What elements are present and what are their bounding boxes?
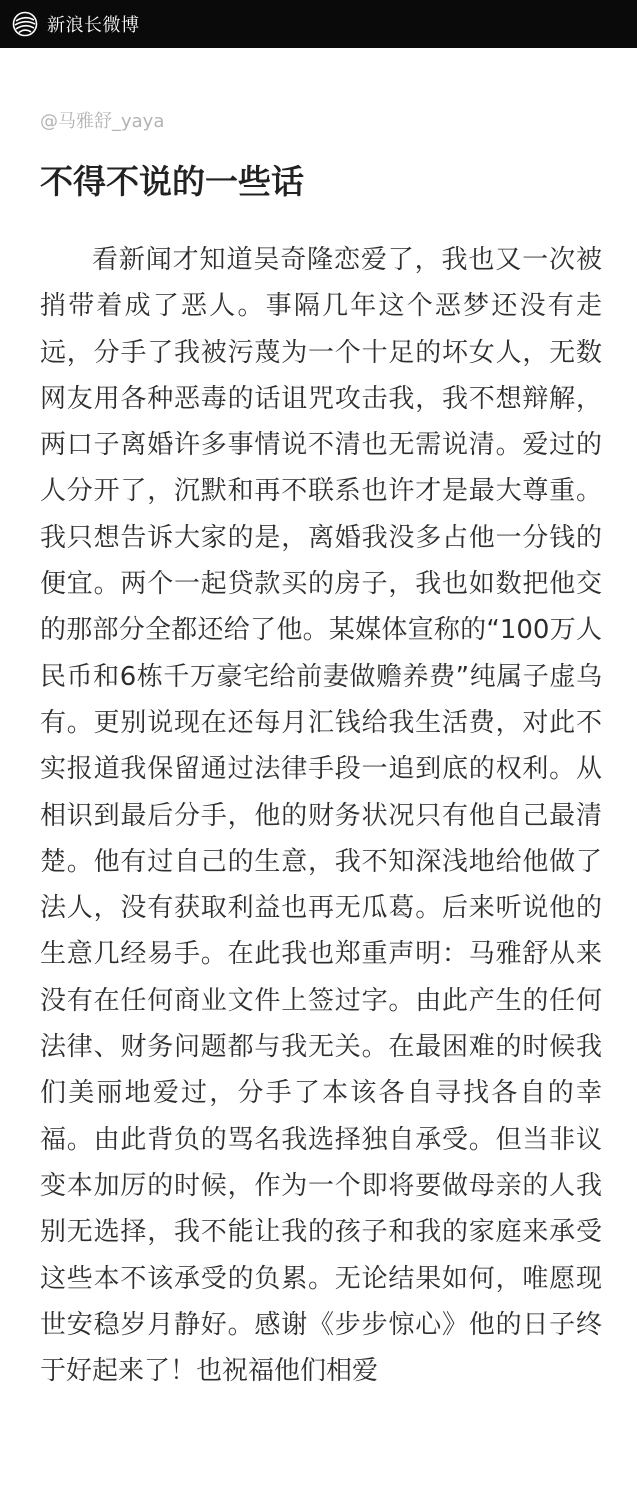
article-title: 不得不说的一些话 [40, 162, 304, 201]
top-bar [0, 0, 637, 48]
article-body: 看新闻才知道吴奇隆恋爱了，我也又一次被捎带着成了恶人。事隔几年这个恶梦还没有走远，分手了我被污蔑为一个十足的坏女人，无数网友用各种恶毒的话诅咒攻击我，我不想辩解，两口子离婚许多事情说不清也无需说清。爱过的人分开了，沉默和再不联系也许才是最大尊重。我只想告诉大家的是，离婚我没多占他一分钱的便宜。两个一起贷款买的房子，我也如数把他交的那部分全都还给了他。某媒体宣称的“100万人民币和6栋千万豪宅给前妻做赡养费”纯属子虚乌有。更别说现在还每月汇钱给我生活费，对此不实报道我保留通过法律手段一追到底的权利。从相识到最后分手，他的财务状况只有他自己最清楚。他有过自己的生意，我不知深浅地给他做了法人，没有获取利益也再无瓜葛。后来听说他的生意几经易手。在此我也郑重声明：马雅舒从来没有在任何商业文件上签过字。由此产生的任何法律、财务问题都与我无关。在最困难的时候我们美丽地爱过，分手了本该各自寻找各自的幸福。由此背负的骂名我选择独自承受。但当非议变本加厉的时候，作为一个即将要做母亲的人我别无选择，我不能让我的孩子和我的家庭来承受这些本不该承受的负累。无论结果如何，唯愿现世安稳岁月静好。感谢《步步惊心》他的日子终于好起来了！也祝福他们相爱 [40, 245, 602, 1387]
sina-weibo-logo-icon[interactable] [12, 11, 38, 37]
author-handle[interactable]: @马雅舒_yaya [40, 111, 165, 132]
article [40, 108, 602, 1394]
brand-name[interactable]: 新浪长微博 [47, 15, 140, 36]
